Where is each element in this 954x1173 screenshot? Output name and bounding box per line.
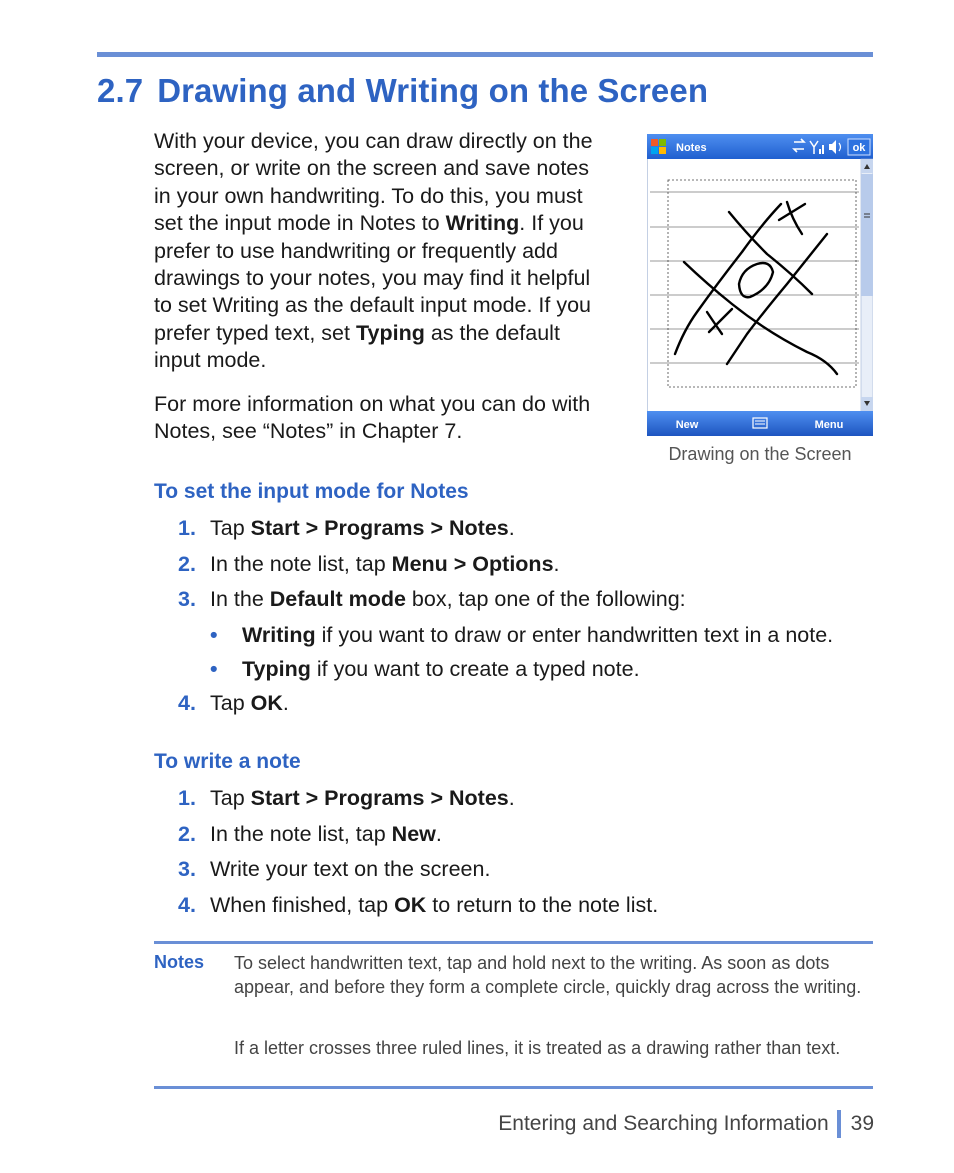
- notes-top-rule: [154, 941, 873, 944]
- section-heading: [97, 72, 708, 110]
- footer-divider: [837, 1110, 841, 1138]
- notes-paragraph-1: To select handwritten text, tap and hold next to the writing. As soon as dots appear, and before they form a complete circle, quickly drag across the writing.: [234, 953, 862, 997]
- notes-bottom-rule: [154, 1086, 873, 1089]
- subheading-write-note: To write a note: [154, 750, 301, 773]
- section-number: 2.7: [97, 72, 144, 109]
- section-title: Drawing and Writing on the Screen: [157, 72, 709, 109]
- notes-label: Notes: [154, 952, 205, 972]
- notes-paragraph-2: If a letter crosses three ruled lines, it is treated as a drawing rather than text.: [234, 1038, 841, 1058]
- page-footer: [498, 1110, 874, 1138]
- list-item: 2. In the note list, tap New.: [178, 821, 442, 846]
- list-item: 1. Tap Start > Programs > Notes.: [178, 786, 515, 810]
- menu-softkey[interactable]: Menu: [814, 419, 844, 431]
- figure-caption: Drawing on the Screen: [668, 444, 852, 464]
- bullet-item: • Typing if you want to create a typed note.: [210, 656, 640, 681]
- new-softkey[interactable]: New: [675, 419, 699, 431]
- list-item: 2. In the note list, tap Menu > Options.: [178, 551, 560, 576]
- steps-write-note: [178, 786, 878, 928]
- svg-text:ok: ok: [852, 142, 866, 154]
- steps-set-input-mode: [178, 516, 878, 726]
- top-rule: [97, 52, 873, 57]
- list-item: 3. In the Default mode box, tap one of the following:: [178, 587, 686, 611]
- page-number: 39: [850, 1112, 874, 1135]
- list-item: 1. Tap Start > Programs > Notes.: [178, 516, 515, 540]
- intro-paragraph-1: With your device, you can draw directly on the screen, or write on the screen and save notes in your own handwriting. To do this, you must set the input mode in Notes to Writing. If you prefer to use handwriting or frequently add drawings to your notes, you may find it helpful to set Writing as the default input mode. If you prefer typed text, set Typing as the default input mode.: [154, 129, 593, 373]
- list-item: 4. When finished, tap OK to return to the note list.: [178, 892, 659, 917]
- intro-paragraph-2: For more information on what you can do with Notes, see “Notes” in Chapter 7.: [154, 391, 591, 444]
- subheading-set-input-mode: To set the input mode for Notes: [154, 480, 469, 503]
- footer-chapter: Entering and Searching Information: [498, 1112, 829, 1135]
- bullet-item: • Writing if you want to draw or enter handwritten text in a note.: [210, 622, 834, 647]
- notes-screenshot: [647, 134, 873, 436]
- ok-button[interactable]: [848, 139, 870, 155]
- scrollbar[interactable]: [861, 159, 873, 411]
- app-title: Notes: [676, 142, 707, 154]
- list-item: 3. Write your text on the screen.: [178, 857, 491, 881]
- intro-text: [154, 128, 604, 461]
- list-item: 4. Tap OK.: [178, 690, 289, 715]
